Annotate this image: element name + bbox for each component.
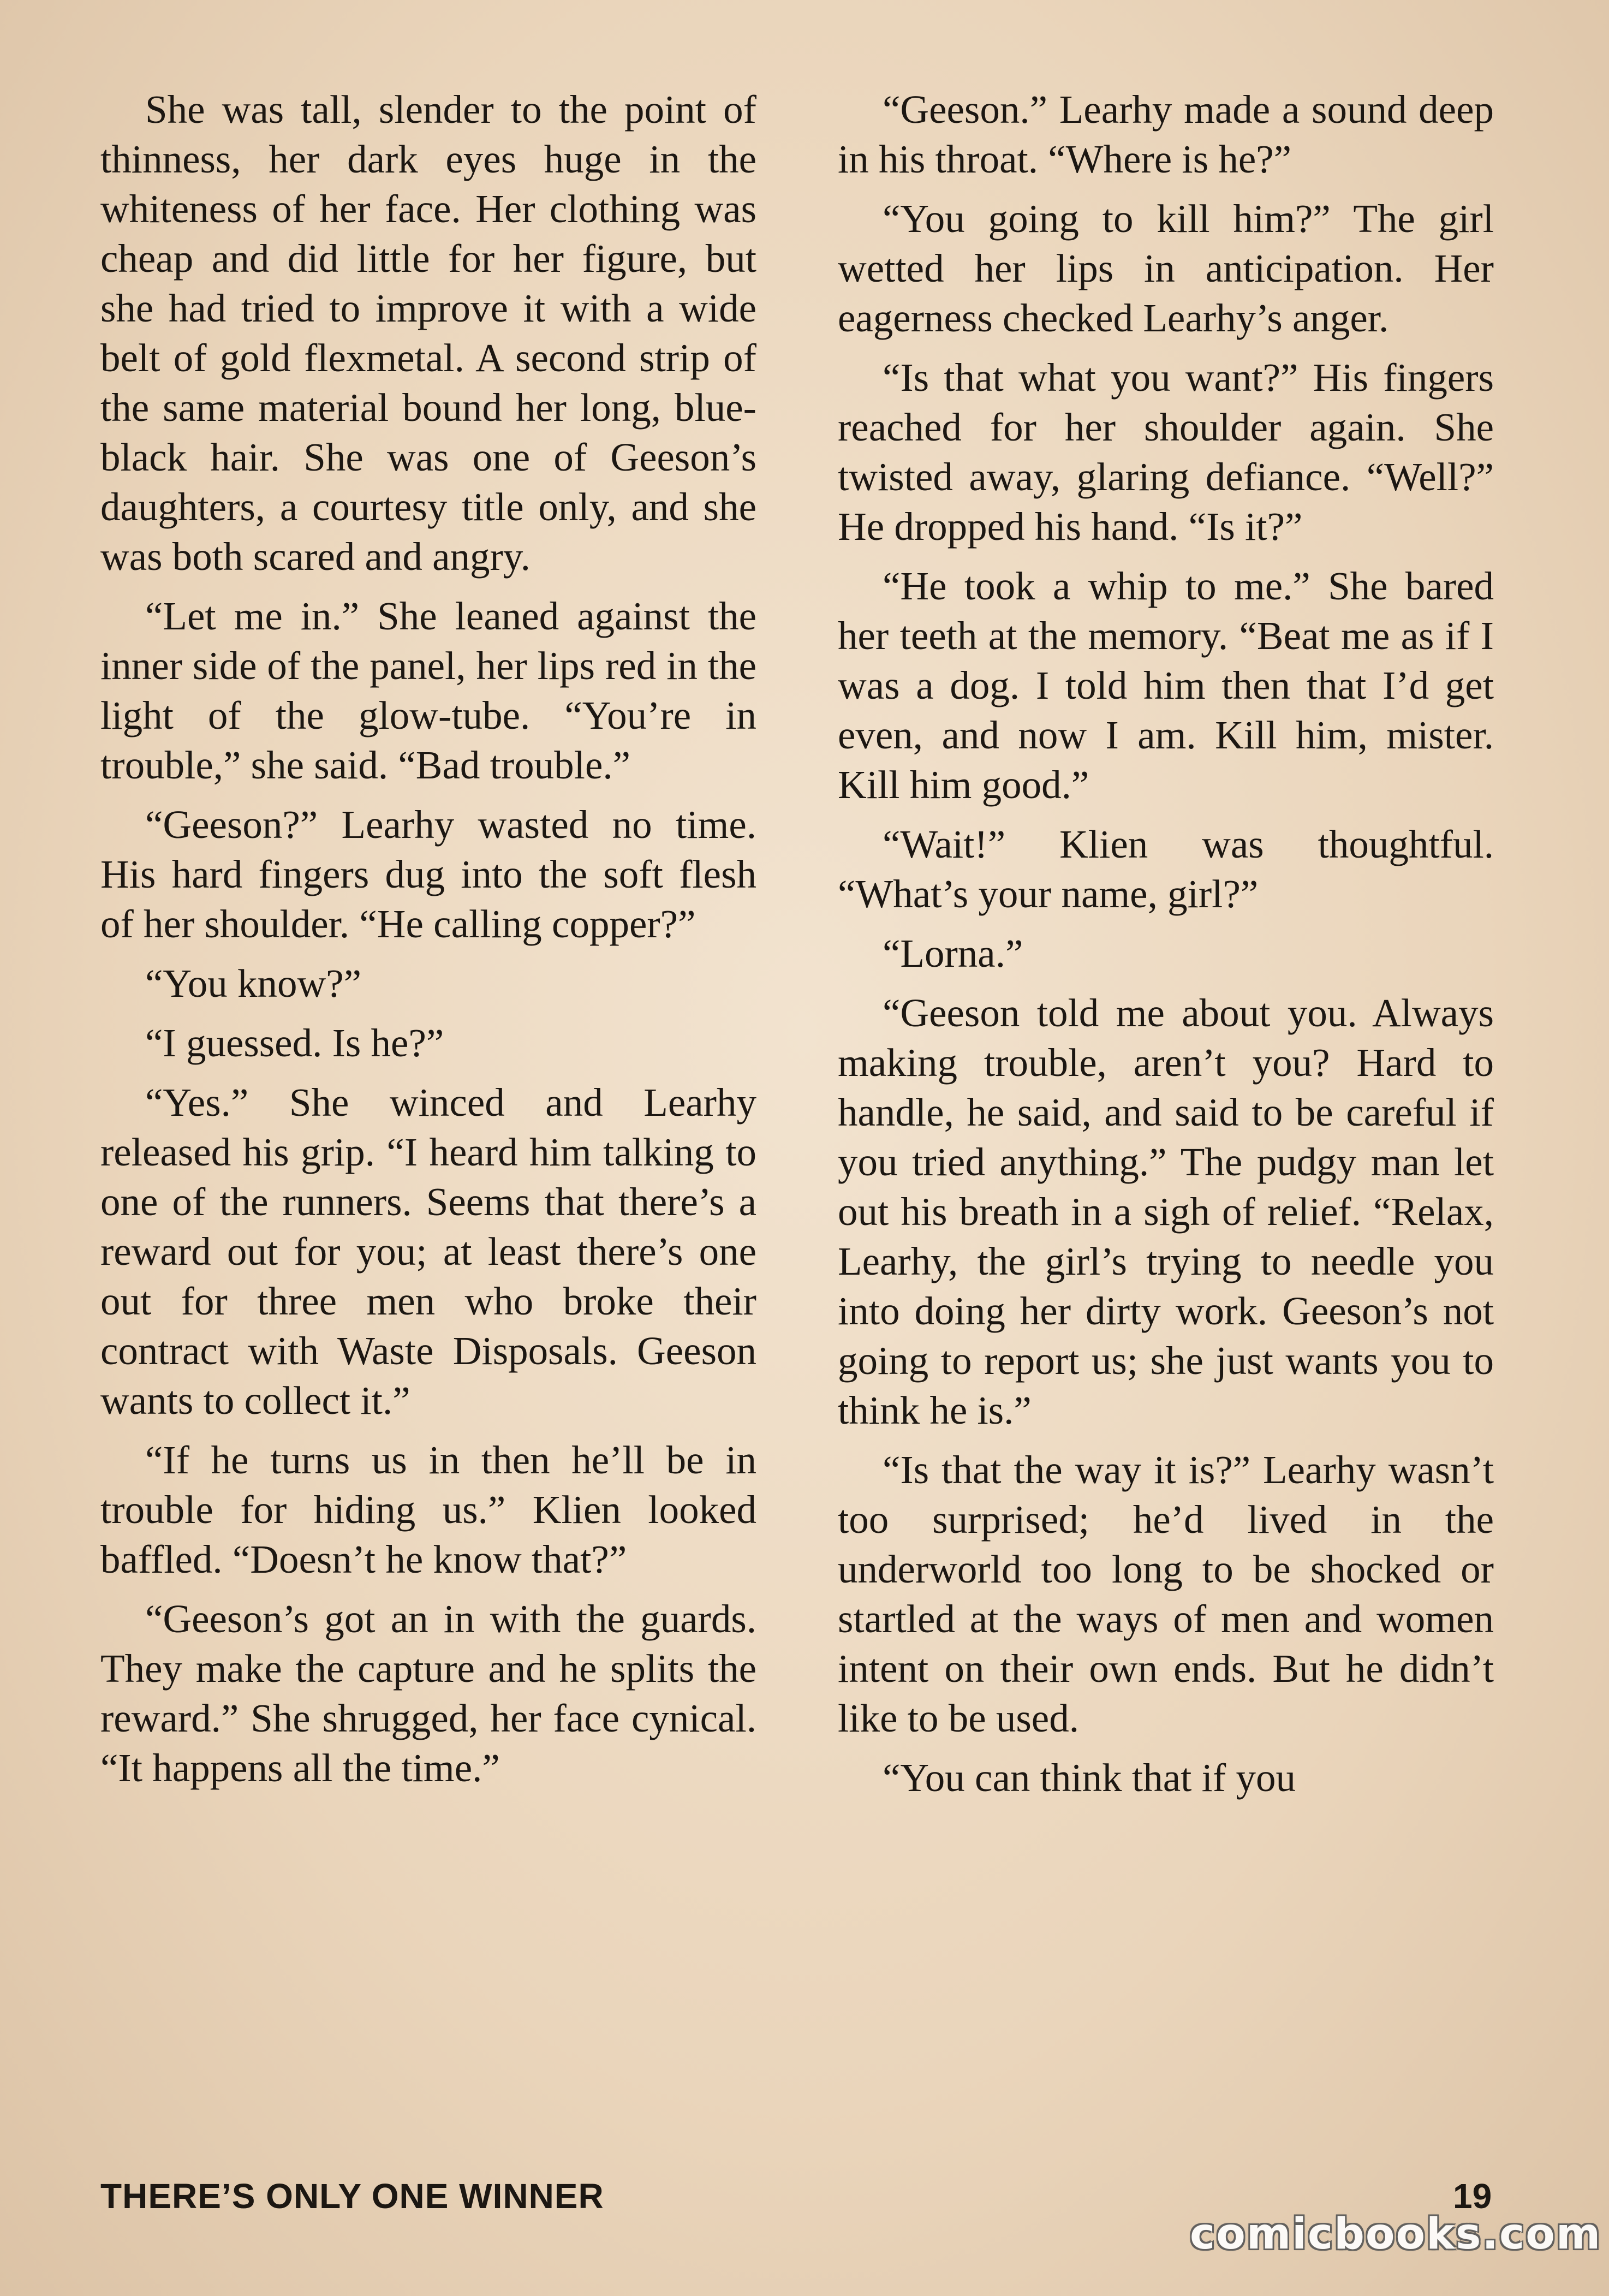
- running-footer-title: THERE’S ONLY ONE WINNER: [100, 2176, 604, 2216]
- paragraph: “Let me in.” She leaned against the inner side of the panel, her lips red in the light of the glow-tube. “You’re in trouble,” she said. “Bad trouble.”: [100, 594, 756, 787]
- paragraph: “Geeson told me about you. Always making trouble, aren’t you? Hard to handle, he said, and said to be careful if you tried anything.” The pudgy man let out his breath in a sigh of relief. “Relax, Learhy, the girl’s trying to needle you into doing her dirty work. Geeson’s not going to report us; she just wants you to think he is.”: [838, 991, 1494, 1432]
- paragraph: “Is that what you want?” His fingers reached for her shoulder again. She twisted away, glaring defiance. “Well?” He dropped his hand. “Is it?”: [838, 355, 1494, 549]
- page-number: 19: [1453, 2176, 1492, 2216]
- paragraph: “Geeson’s got an in with the guards. They make the capture and he splits the reward.” She shrugged, her face cynical. “It happens all the time.”: [100, 1597, 756, 1790]
- paragraph: “Geeson?” Learhy wasted no time. His hard fingers dug into the soft flesh of her shoulder. “He calling copper?”: [100, 802, 756, 946]
- paragraph: “Geeson.” Learhy made a sound deep in his throat. “Where is he?”: [838, 87, 1494, 181]
- paragraph: “You going to kill him?” The girl wetted her lips in anticipation. Her eagerness checked Learhy’s anger.: [838, 197, 1494, 340]
- paragraph: “Wait!” Klien was thoughtful. “What’s your name, girl?”: [838, 822, 1494, 916]
- paragraph: “If he turns us in then he’ll be in trouble for hiding us.” Klien looked baffled. “Doesn’t he know that?”: [100, 1438, 756, 1581]
- paragraph: “He took a whip to me.” She bared her teeth at the memory. “Beat me as if I was a dog. I told him then that I’d get even, and now I am. Kill him, mister. Kill him good.”: [838, 564, 1494, 807]
- paragraph: “I guessed. Is he?”: [145, 1021, 444, 1065]
- paragraph: “You know?”: [145, 961, 362, 1006]
- right-text-column: [838, 85, 1494, 1812]
- paragraph: “You can think that if you: [883, 1756, 1296, 1800]
- paragraph: “Is that the way it is?” Learhy wasn’t too surprised; he’d lived in the underworld too long to be shocked or startled at the ways of men and women intent on their own ends. But he didn’t like to be used.: [838, 1448, 1494, 1740]
- site-watermark: comicbooks.com: [1190, 2210, 1602, 2259]
- paragraph: “Lorna.”: [883, 931, 1023, 975]
- left-text-column: [100, 85, 756, 1803]
- paragraph: “Yes.” She winced and Learhy released his grip. “I heard him talking to one of the runners. Seems that there’s a reward out for you; at least there’s one out for three men who broke their contract with Waste Disposals. Geeson wants to collect it.”: [100, 1080, 756, 1423]
- paragraph: She was tall, slender to the point of thinness, her dark eyes huge in the whiteness of her face. Her clothing was cheap and did little for her figure, but she had tried to improve it with a wide belt of gold flexmetal. A second strip of the same material bound her long, blue-black hair. She was one of Geeson’s daughters, a courtesy title only, and she was both scared and angry.: [100, 87, 756, 579]
